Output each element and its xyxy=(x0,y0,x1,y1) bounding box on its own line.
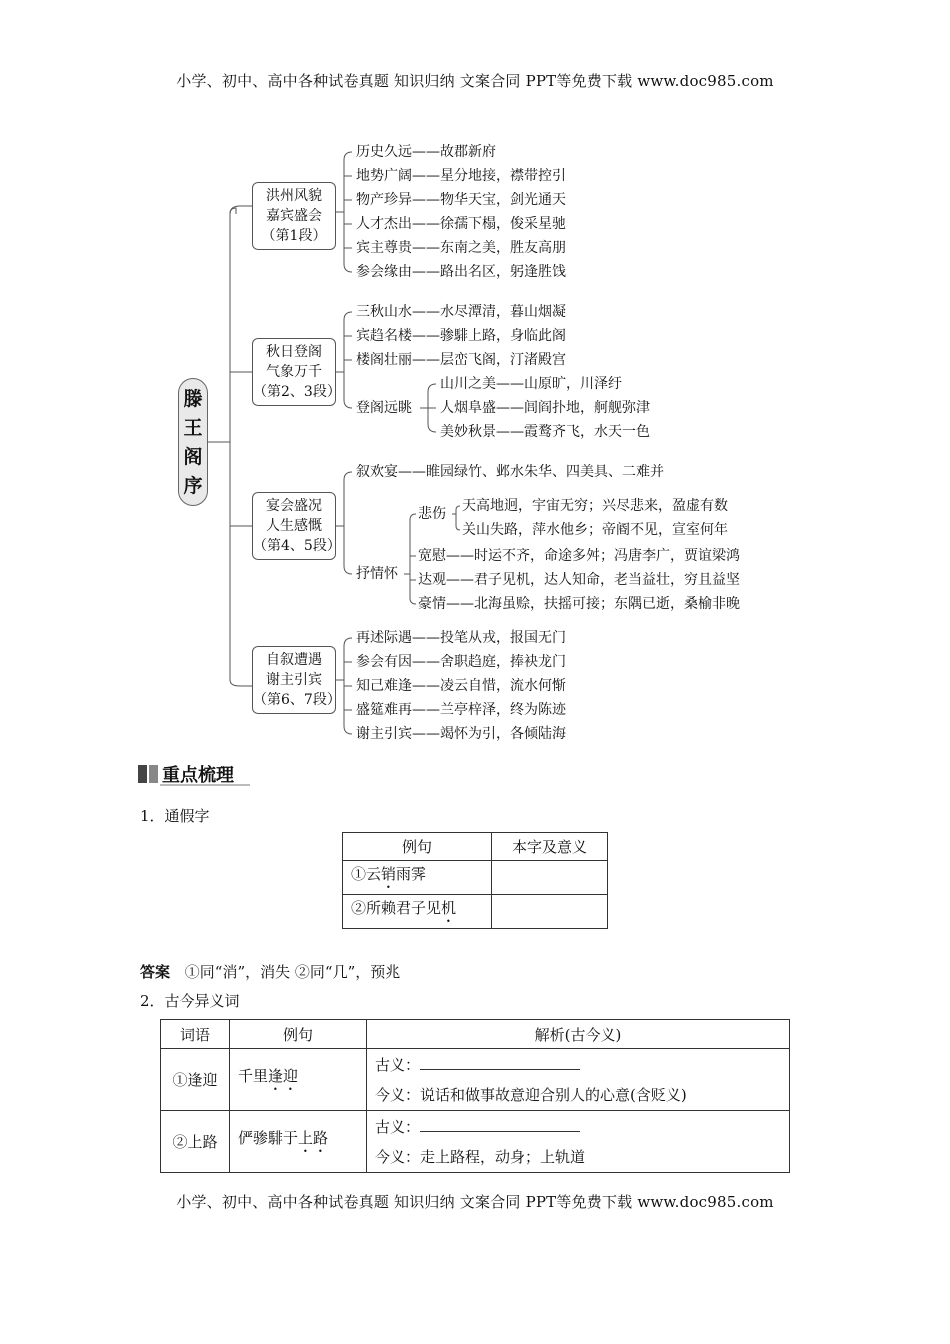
gu-blank[interactable] xyxy=(420,1117,580,1132)
branch-1-item: 人才杰出——徐孺下榻，俊采星驰 xyxy=(356,216,566,232)
q1-answer xyxy=(140,961,400,982)
table-header: 本字及意义 xyxy=(492,833,608,861)
branch-4-item: 盛筵难再——兰亭梓泽，终为陈迹 xyxy=(356,702,566,718)
branch-4-item: 再述际遇——投笔从戎，报国无门 xyxy=(356,630,566,646)
branch-3-line1: 宴会盛况 xyxy=(266,498,322,514)
page-header: 小学、初中、高中各种试卷真题 知识归纳 文案合同 PPT等免费下载 www.doc985.com xyxy=(176,72,774,90)
gu-label: 古义： xyxy=(375,1117,421,1136)
mindmap-root-title: 滕王阁序 xyxy=(183,388,203,497)
branch-4-label xyxy=(252,646,341,714)
branch-1-item: 物产珍异——物华天宝，剑光通天 xyxy=(356,192,566,208)
jin-text: 今义：说话和做事故意迎合别人的心意(含贬义) xyxy=(375,1085,687,1104)
branch-1-label xyxy=(252,182,336,250)
branch-1-item: 宾主尊贵——东南之美，胜友高朋 xyxy=(356,240,566,256)
q1-title: 1．通假字 xyxy=(140,807,210,825)
branch-3-group-label: 悲伤 xyxy=(418,506,446,522)
table-row xyxy=(343,895,608,929)
branch-4-line3: （第6、7段） xyxy=(253,692,341,708)
branch-2-item: 宾趋名楼——骖騑上路，身临此阁 xyxy=(356,328,566,344)
branch-1-item: 地势广阔——星分地接，襟带控引 xyxy=(356,168,566,184)
branch-2-item: 楼阁壮丽——层峦飞阁，汀渚殿宫 xyxy=(356,352,566,368)
branch-3-sub-item: 豪情——北海虽赊，扶摇可接；东隅已逝，桑榆非晚 xyxy=(418,596,740,612)
q1-answer-cell[interactable] xyxy=(492,861,608,895)
branch-4-item: 谢主引宾——竭怀为引，各倾陆海 xyxy=(356,726,566,742)
branch-1-line3: （第1段） xyxy=(261,228,327,244)
branch-2-item: 三秋山水——水尽潭清，暮山烟凝 xyxy=(356,304,566,320)
q2-analysis xyxy=(367,1049,790,1111)
branch-1-item: 历史久远——故郡新府 xyxy=(356,144,496,160)
branch-2-sub-item: 美妙秋景——霞鹜齐飞，水天一色 xyxy=(440,424,650,440)
q1-example: ①云销雨霁 xyxy=(343,861,492,895)
table-row xyxy=(161,1111,790,1173)
branch-1-line2: 嘉宾盛会 xyxy=(266,208,322,224)
branch-2-sub-label: 登阁远眺 xyxy=(356,400,412,416)
table-row xyxy=(343,861,608,895)
table-header: 词语 xyxy=(161,1020,230,1049)
answer-label: 答案 xyxy=(140,963,171,981)
branch-2-line2: 气象万千 xyxy=(266,364,322,380)
branch-3-sub-label: 抒情怀 xyxy=(356,566,398,582)
gu-blank[interactable] xyxy=(420,1055,580,1070)
branch-3-label xyxy=(252,492,341,560)
branch-3-group-item: 关山失路，萍水他乡；帝阍不见，宣室何年 xyxy=(462,522,728,538)
branch-4-item: 参会有因——舍职趋庭，捧袂龙门 xyxy=(356,654,566,670)
branch-2-label xyxy=(252,338,341,406)
section-marker-icon xyxy=(138,764,160,784)
table-header: 解析(古今义) xyxy=(367,1020,790,1049)
branch-2-line1: 秋日登阁 xyxy=(266,344,322,360)
q2-example: 千里逢迎 xyxy=(230,1049,367,1111)
jin-text: 今义：走上路程，动身；上轨道 xyxy=(375,1147,586,1166)
branch-3-sub-item: 达观——君子见机，达人知命，老当益壮，穷且益坚 xyxy=(418,572,740,588)
branch-4-item: 知己难逢——凌云自惜，流水何惭 xyxy=(356,678,566,694)
branch-3-line3: （第4、5段） xyxy=(253,538,341,554)
answer-text: ①同“消”，消失 ②同“几”，预兆 xyxy=(184,963,401,981)
q1-example: ②所赖君子见机 xyxy=(343,895,492,929)
gu-label: 古义： xyxy=(375,1055,421,1074)
branch-3-group-item: 天高地迥，宇宙无穷；兴尽悲来，盈虚有数 xyxy=(462,498,728,514)
q2-table xyxy=(160,1019,790,1173)
q2-title: 2．古今异义词 xyxy=(140,992,240,1010)
q2-analysis xyxy=(367,1111,790,1173)
branch-3-sub-item: 宽慰——时运不齐，命途多舛；冯唐李广，贾谊梁鸿 xyxy=(418,548,740,564)
branch-2-sub-item: 山川之美——山原旷，川泽纡 xyxy=(440,376,622,392)
q1-table xyxy=(342,832,608,929)
branch-1-item: 参会缘由——路出名区，躬逢胜饯 xyxy=(356,264,566,280)
page-footer: 小学、初中、高中各种试卷真题 知识归纳 文案合同 PPT等免费下载 www.doc985.com xyxy=(176,1193,774,1211)
q2-word: ①逢迎 xyxy=(161,1049,230,1111)
table-row xyxy=(161,1049,790,1111)
branch-2-line3: （第2、3段） xyxy=(253,384,341,400)
branch-4-line1: 自叙遭遇 xyxy=(266,652,322,668)
q2-word: ②上路 xyxy=(161,1111,230,1173)
branch-2-sub-item: 人烟阜盛——闾阎扑地，舸舰弥津 xyxy=(440,400,650,416)
table-header: 例句 xyxy=(343,833,492,861)
table-header: 例句 xyxy=(230,1020,367,1049)
branch-4-line2: 谢主引宾 xyxy=(266,672,322,688)
branch-1-line1: 洪州风貌 xyxy=(266,188,322,204)
q2-example: 俨骖騑于上路 xyxy=(230,1111,367,1173)
branch-3-item: 叙欢宴——睢园绿竹、邺水朱华、四美具、二难并 xyxy=(356,464,664,480)
section-title: 重点梳理 xyxy=(162,765,234,786)
branch-3-line2: 人生感慨 xyxy=(266,518,322,534)
mindmap-root xyxy=(178,378,208,506)
q1-answer-cell[interactable] xyxy=(492,895,608,929)
